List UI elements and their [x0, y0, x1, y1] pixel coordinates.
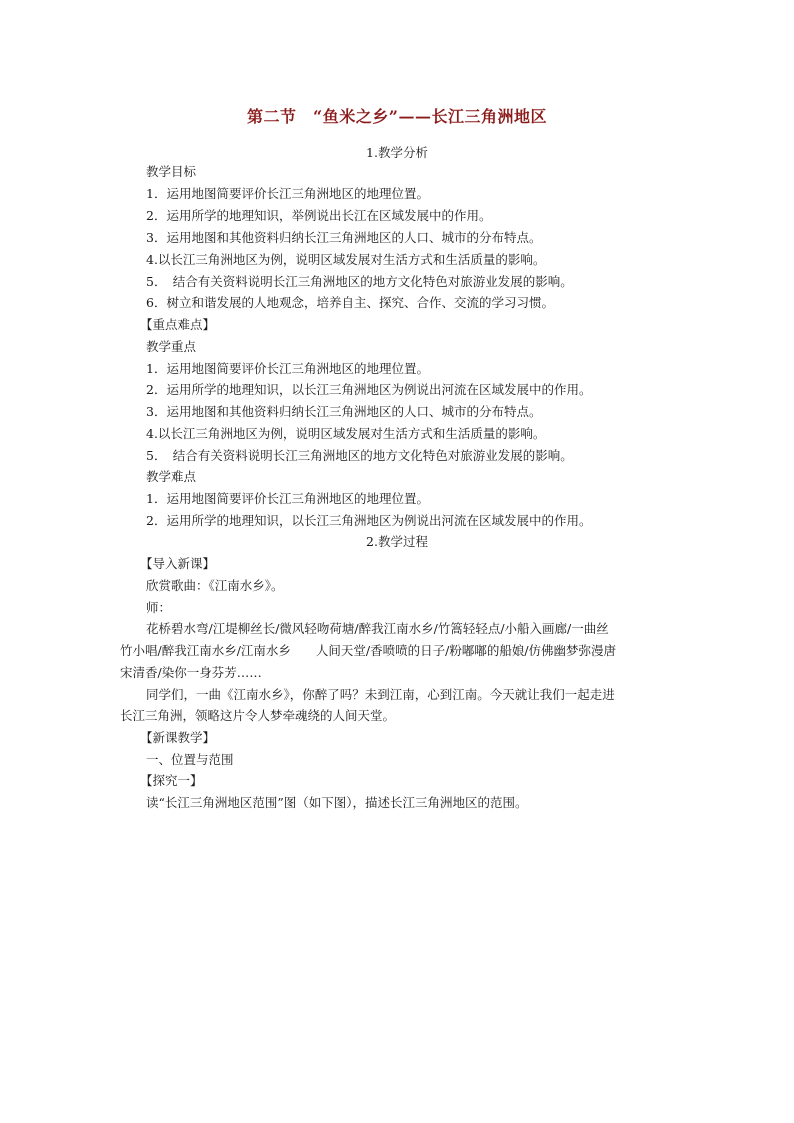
- section-heading-process: 2.教学过程: [366, 534, 428, 549]
- lyrics-line-2: 竹小唱/醉我江南水乡/江南水乡 人间天堂/香喷喷的日子/粉嘟嘟的船娘/仿佛幽梦弥漫唐: [120, 643, 617, 658]
- teacher-label: 师：: [146, 600, 172, 615]
- key-point-5: 5． 结合有关资料说明长江三角洲地区的地方文化特色对旅游业发展的影响。: [146, 448, 573, 463]
- heading-explore-1: 【探究一】: [140, 773, 203, 788]
- document-title: 第二节 “鱼米之乡”——长江三角洲地区: [247, 107, 547, 126]
- subheading-objectives: 教学目标: [146, 164, 197, 179]
- key-point-2: 2．运用所学的地理知识，以长江三角洲地区为例说出河流在区域发展中的作用。: [146, 382, 592, 397]
- objective-6: 6．树立和谐发展的人地观念，培养自主、探究、合作、交流的学习习惯。: [146, 295, 554, 310]
- objective-3: 3．运用地图和其他资料归纳长江三角洲地区的人口、城市的分布特点。: [146, 230, 542, 245]
- heading-new-lesson: 【新课教学】: [140, 730, 216, 745]
- difficult-point-2: 2．运用所学的地理知识，以长江三角洲地区为例说出河流在区域发展中的作用。: [146, 513, 592, 528]
- subheading-difficult-points: 教学难点: [146, 469, 197, 484]
- section-heading-analysis: 1.教学分析: [366, 145, 428, 160]
- objective-2: 2．运用所学的地理知识，举例说出长江在区域发展中的作用。: [146, 208, 492, 223]
- objective-4: 4.以长江三角洲地区为例，说明区域发展对生活方式和生活质量的影响。: [146, 252, 546, 267]
- paragraph-line-1: 同学们，一曲《江南水乡》，你醉了吗？未到江南，心到江南。今天就让我们一起走进: [146, 687, 615, 702]
- song-line: 欣赏歌曲：《江南水乡》。: [146, 578, 284, 593]
- key-point-1: 1．运用地图简要评价长江三角洲地区的地理位置。: [146, 361, 429, 376]
- difficult-point-1: 1．运用地图简要评价长江三角洲地区的地理位置。: [146, 491, 429, 506]
- lyrics-line-3: 宋清香/染你一身芬芳……: [120, 665, 262, 680]
- heading-intro: 【导入新课】: [140, 556, 216, 571]
- paragraph-line-2: 长江三角洲，领略这片令人梦牵魂绕的人间天堂。: [120, 708, 396, 723]
- key-point-3: 3．运用地图和其他资料归纳长江三角洲地区的人口、城市的分布特点。: [146, 404, 542, 419]
- subheading-location: 一、位置与范围: [146, 752, 234, 767]
- objective-1: 1．运用地图简要评价长江三角洲地区的地理位置。: [146, 186, 429, 201]
- objective-5: 5． 结合有关资料说明长江三角洲地区的地方文化特色对旅游业发展的影响。: [146, 274, 573, 289]
- explore-1-text: 读“长江三角洲地区范围”图（如下图），描述长江三角洲地区的范围。: [146, 795, 528, 810]
- key-point-4: 4.以长江三角洲地区为例，说明区域发展对生活方式和生活质量的影响。: [146, 426, 546, 441]
- heading-key-difficult: 【重点难点】: [140, 317, 216, 332]
- lyrics-line-1: 花桥碧水弯/江堤柳丝长/微风轻吻荷塘/醉我江南水乡/竹篙轻轻点/小船入画廊/一曲丝: [146, 621, 609, 636]
- subheading-key-points: 教学重点: [146, 339, 197, 354]
